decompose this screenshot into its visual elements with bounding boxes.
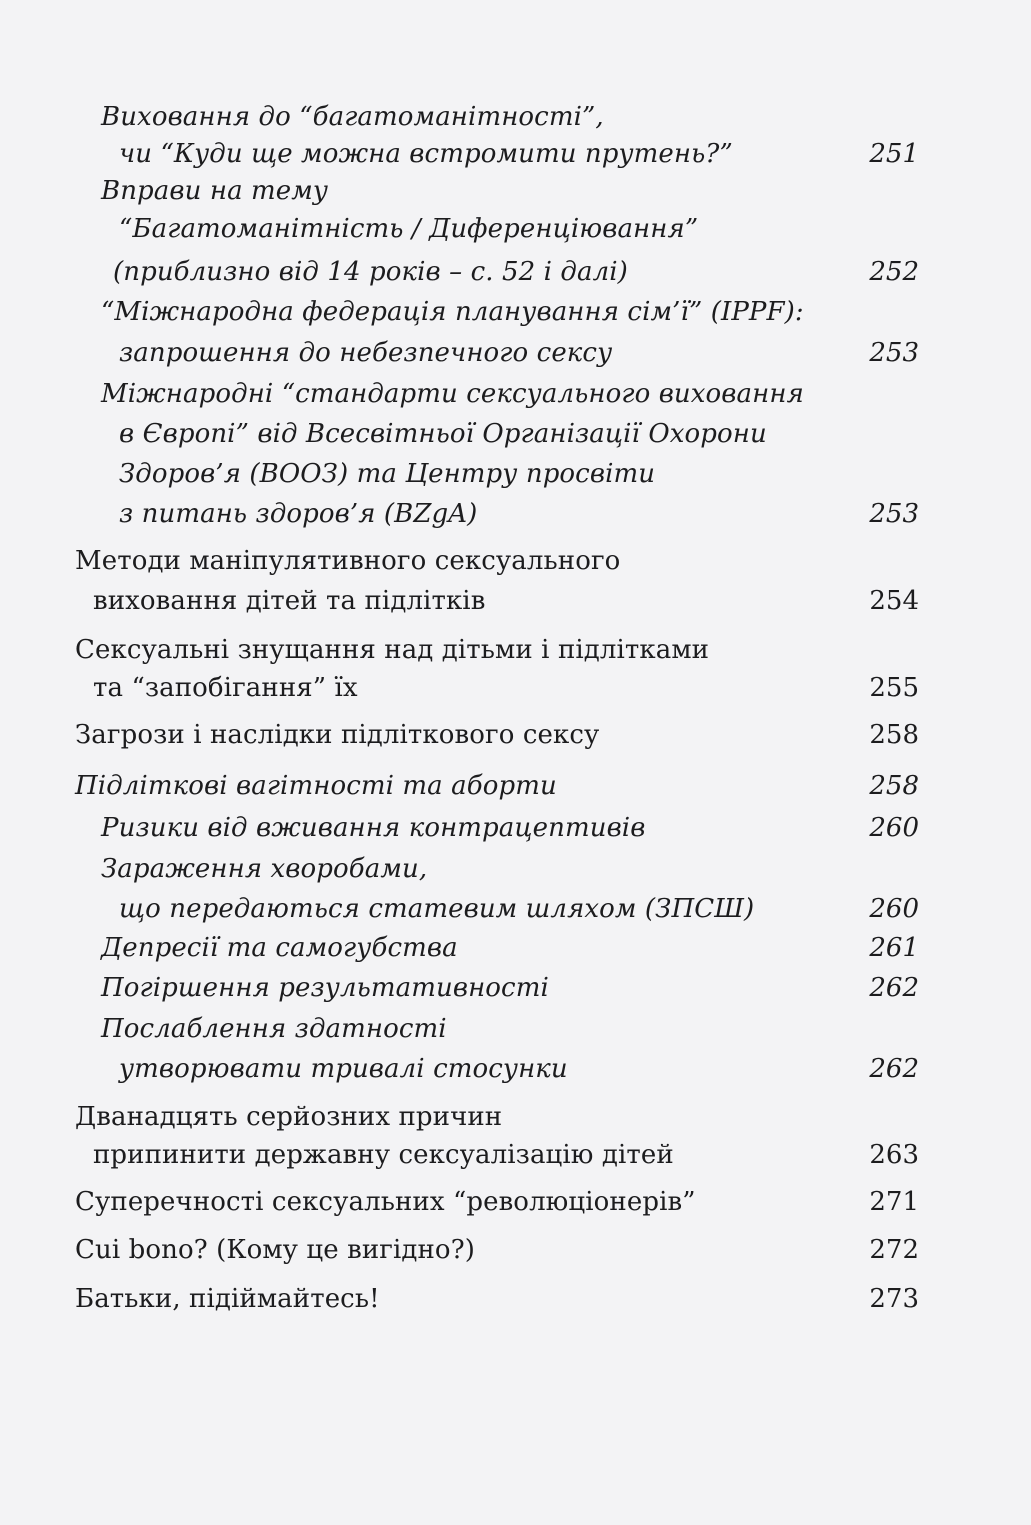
toc-entry-line: Вправи на тему [101, 176, 329, 206]
toc-entry-line: запрошення до небезпечного сексу [119, 338, 613, 368]
toc-page-number: 261 [869, 933, 919, 963]
toc-entry-line: “Багатоманітність / Диференціювання” [119, 214, 699, 244]
toc-page-number: 254 [869, 586, 919, 616]
toc-page-number: 255 [869, 673, 919, 703]
toc-entry-line: Загрози і наслідки підліткового сексу [75, 720, 600, 750]
toc-entry-line: Ризики від вживання контрацептивів [101, 813, 646, 843]
toc-entry-line: Батьки, підіймайтесь! [75, 1284, 380, 1314]
toc-page-number: 260 [869, 813, 919, 843]
toc-entry-line: в Європі” від Всесвітньої Організації Охорони [119, 419, 767, 449]
toc-entry-line: Методи маніпулятивного сексуального [75, 546, 621, 576]
toc-entry-line: Зараження хворобами, [101, 854, 428, 884]
toc-entry-line: з питань здоров’я (BZgA) [119, 499, 478, 529]
toc-entry-line: Послаблення здатності [101, 1014, 447, 1044]
toc-entry-line: Депресії та самогубства [101, 933, 458, 963]
toc-entry-line: Суперечності сексуальних “революціонерів” [75, 1187, 696, 1217]
toc-page-number: 262 [869, 973, 919, 1003]
toc-entry-line: виховання дітей та підлітків [93, 586, 486, 616]
toc-page-number: 263 [869, 1140, 919, 1170]
toc-entry-line: Міжнародні “стандарти сексуального виховання [101, 379, 804, 409]
toc-page-number: 271 [869, 1187, 919, 1217]
toc-page-number: 253 [869, 338, 919, 368]
toc-entry-line: припинити державну сексуалізацію дітей [93, 1140, 674, 1170]
toc-page-number: 258 [869, 720, 919, 750]
toc-page-number: 260 [869, 894, 919, 924]
toc-entry-line: Підліткові вагітності та аборти [75, 771, 557, 801]
toc-page-number: 262 [869, 1054, 919, 1084]
toc-entry-line: Cui bono? (Кому це вигідно?) [75, 1235, 475, 1265]
toc-entry-line: та “запобігання” їх [93, 673, 358, 703]
toc-page-number: 258 [869, 771, 919, 801]
toc-entry-line: Погіршення результативності [101, 973, 549, 1003]
toc-page-number: 273 [869, 1284, 919, 1314]
toc-entry-line: Виховання до “багатоманітності”, [101, 102, 604, 132]
toc-entry-line: Сексуальні знущання над дітьми і підлітками [75, 635, 710, 665]
toc-entry-line: Дванадцять серйозних причин [75, 1102, 503, 1132]
toc-page-number: 253 [869, 499, 919, 529]
toc-entry-line: чи “Куди ще можна встромити прутень?” [119, 139, 733, 169]
toc-entry-line: утворювати тривалі стосунки [119, 1054, 568, 1084]
toc-page-number: 251 [869, 139, 919, 169]
toc-page-number: 252 [869, 257, 919, 287]
toc-entry-line: що передаються статевим шляхом (ЗПСШ) [119, 894, 755, 924]
toc-entry-line: “Міжнародна федерація планування сім’ї” (IPPF): [101, 297, 804, 327]
toc-page-number: 272 [869, 1235, 919, 1265]
toc-entry-line: (приблизно від 14 років – с. 52 і далі) [113, 257, 628, 287]
toc-entry-line: Здоров’я (ВООЗ) та Центру просвіти [119, 459, 656, 489]
